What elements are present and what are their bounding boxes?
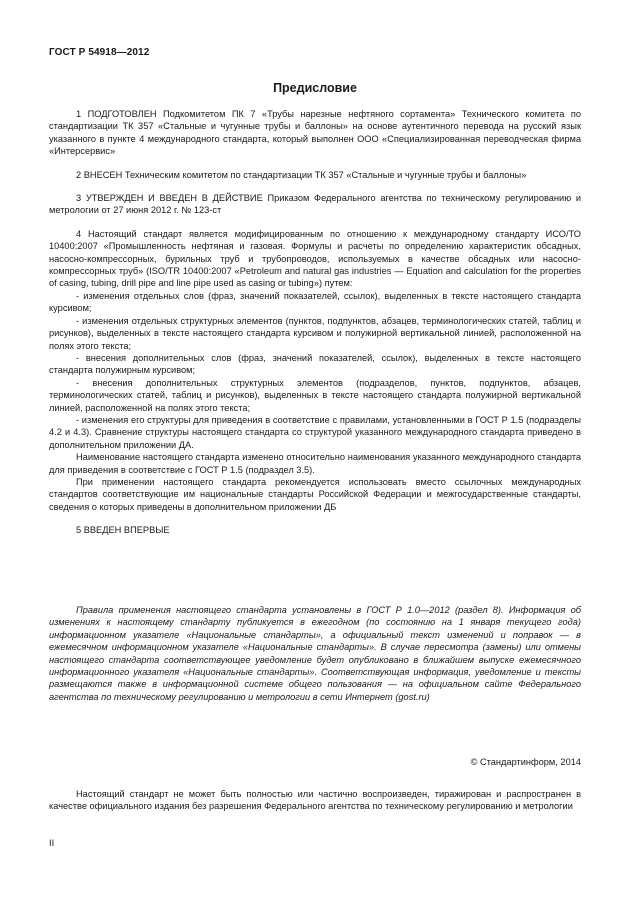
section-4-item: - изменения его структуры для приведения в соответствие с правилами, установленными в ГОСТ Р 1.5 (подразделы 4.2 и 4.3). Сравнение структуры настоящего стандарта со структурой указанного международного стандарта приведено в дополнительном приложении ДА.: [49, 414, 581, 450]
reproduction-notice: [49, 788, 581, 813]
section-4-item: - внесения дополнительных слов (фраз, значений показателей, ссылок), выделенных в тексте настоящего стандарта полужирным курсивом;: [49, 352, 581, 376]
foreword-body: [49, 108, 581, 537]
section-3: 3 УТВЕРЖДЕН И ВВЕДЕН В ДЕЙСТВИЕ Приказом Федерального агентства по техническому регулированию и метрологии от 27 июня 2012 г. № 123-ст: [49, 193, 581, 216]
section-4-item: - изменения отдельных структурных элементов (пунктов, подпунктов, абзацев, терминологических статей, таблиц и рисунков), выделенных в тексте настоящего стандарта курсивом и полужирной вертикальной линией, расположенной на полях этого текста;: [49, 315, 581, 351]
rules-notice-text: Правила применения настоящего стандарта установлены в ГОСТ Р 1.0—2012 (раздел 8). Информация об изменениях к настоящему стандарту публикуется в ежегодном (по состоянию на 1 января текущего года) информационном указателе «Национальные стандарты», а официальный текст изменений и поправок — в ежемесячном информационном указателе «Национальные стандарты». В случае пересмотра (замены) или отмены настоящего стандарта соответствующее уведомление будет опубликовано в ближайшем выпуске ежемесячного информационного указателя «Национальные стандарты». Соответствующая информация, уведомление и тексты размещаются также в информационной системе общего пользования — на официальном сайте Федерального агентства по техническому регулированию и метрологии в сети Интернет (gost.ru): [49, 605, 581, 702]
section-4-item: Наименование настоящего стандарта изменено относительно наименования указанного международного стандарта для приведения в соответствие с ГОСТ Р 1.5 (подраздел 3.5).: [49, 452, 581, 475]
copyright-line: © Стандартинформ, 2014: [470, 757, 581, 767]
section-4-item: - внесения дополнительных структурных элементов (подразделов, пунктов, подпунктов, абзацев, терминологических статей, таблиц и рисунков), выделенных в тексте настоящего стандарта полужирной вертикальной линией, расположенной на полях этого текста;: [49, 377, 581, 413]
section-4-item: - изменения отдельных слов (фраз, значений показателей, ссылок), выделенных в тексте настоящего стандарта курсивом;: [49, 290, 581, 314]
section-2: 2 ВНЕСЕН Техническим комитетом по стандартизации ТК 357 «Стальные и чугунные трубы и баллоны»: [76, 169, 527, 180]
rules-notice: [49, 604, 581, 703]
section-5: 5 ВВЕДЕН ВПЕРВЫЕ: [76, 525, 170, 536]
section-4-item: При применении настоящего стандарта рекомендуется использовать вместо ссылочных международных стандартов соответствующие им национальные стандарты Российской Федерации и межгосударственные стандарты, сведения о которых приведены в дополнительном приложении ДБ: [49, 476, 581, 512]
reproduction-notice-text: Настоящий стандарт не может быть полностью или частично воспроизведен, тиражирован и распространен в качестве официального издания без разрешения Федерального агентства по техническому регулированию и метрологии: [49, 789, 581, 812]
section-1: 1 ПОДГОТОВЛЕН Подкомитетом ПК 7 «Трубы нарезные нефтяного сортамента» Технического комитета по стандартизации ТК 357 «Стальные и чугунные трубы и баллоны» на основе аутентичного перевода на русский язык указанного в пункте 4 международного стандарта, который выполнен ООО «Специализированная переводческая фирма «Интерсервис»: [49, 109, 581, 157]
standard-header: ГОСТ Р 54918—2012: [49, 47, 150, 58]
section-4-intro: 4 Настоящий стандарт является модифицированным по отношению к международному стандарту ИСО/ТО 10400:2007 «Промышленность нефтяная и газовая. Формулы и расчеты по определению характеристик обсадных, насосно-компрессорных, бурильных труб и трубопроводов, используемых в качестве обсадных или насосно-компрессорных труб» (ISO/TR 10400:2007 «Petroleum and natural gas industries — Equation and calculation for the properties of casing, tubing, drill pipe and line pipe used as casing or tubing») путем:: [49, 228, 581, 289]
page-number: II: [49, 838, 55, 848]
page-title: Предисловие: [273, 81, 357, 95]
